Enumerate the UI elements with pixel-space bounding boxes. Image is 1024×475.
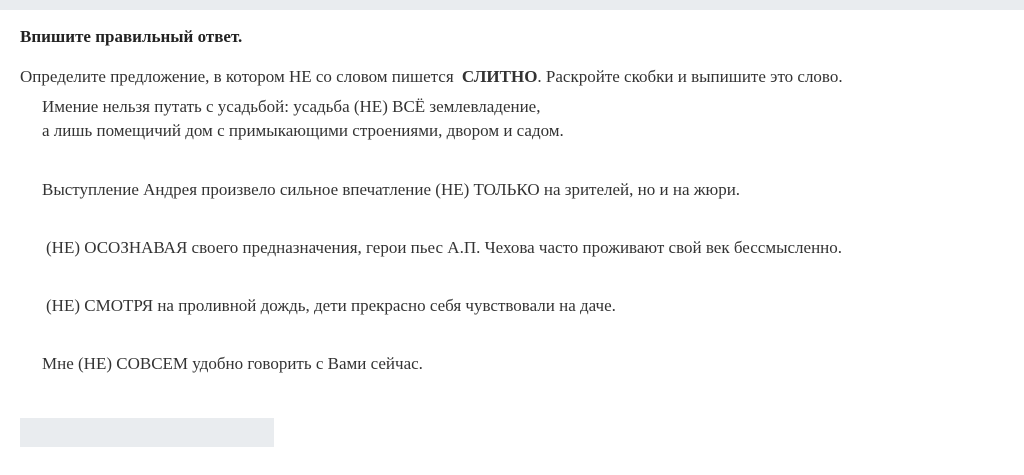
sentence-option-1 — [42, 95, 564, 143]
sentence-option-5: Мне (НЕ) СОВСЕМ удобно говорить с Вами сейчас. — [42, 354, 423, 373]
sentence-option-2: Выступление Андрея произвело сильное впечатление (НЕ) ТОЛЬКО на зрителей, но и на жюри. — [42, 180, 741, 199]
sentence-option-3: (НЕ) ОСОЗНАВАЯ своего предназначения, герои пьес А.П. Чехова часто проживают свой век бессмысленно. — [46, 238, 843, 257]
answer-input[interactable] — [20, 418, 274, 447]
question-before: Определите предложение, в котором НЕ со словом пишется — [20, 67, 458, 86]
question-after: . Раскройте скобки и выпишите это слово. — [537, 67, 843, 86]
sentence-option-1-line-2: а лишь помещичий дом с примыкающими строениями, двором и садом. — [42, 121, 564, 140]
question-text — [20, 67, 843, 87]
top-bar — [0, 0, 1024, 10]
question-emphasis: СЛИТНО — [461, 67, 538, 86]
instruction-text: Впишите правильный ответ. — [20, 27, 243, 46]
sentence-option-4: (НЕ) СМОТРЯ на проливной дождь, дети прекрасно себя чувствовали на даче. — [46, 296, 616, 315]
sentence-option-1-line-1: Имение нельзя путать с усадьбой: усадьба (НЕ) ВСЁ землевладение, — [42, 97, 541, 116]
